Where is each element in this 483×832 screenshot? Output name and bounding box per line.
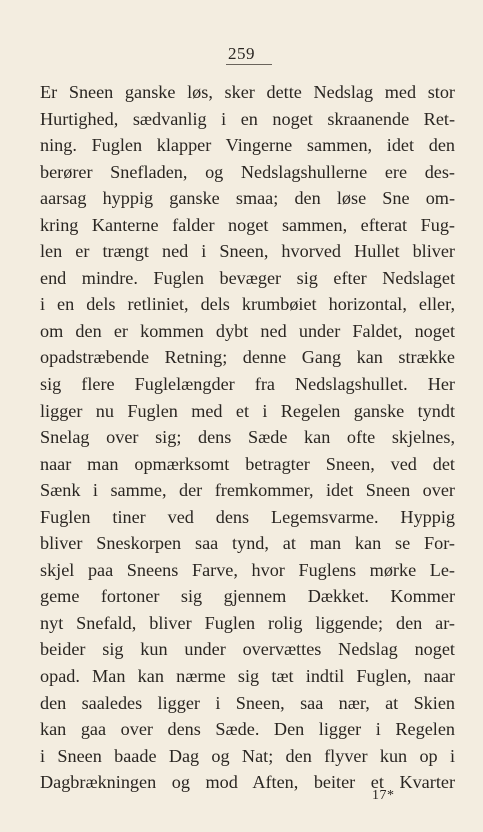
text-line: len er trængt ned i Sneen, hvorved Hullet bliver: [40, 241, 455, 262]
text-line: Er Sneen ganske løs, sker dette Nedslag med stor: [40, 82, 455, 102]
page-number: 259: [228, 44, 255, 63]
text-line: skjel paa Sneens Farve, hvor Fuglens mørke Le-: [40, 559, 455, 580]
text-line: ning. Fuglen klapper Vingerne sammen, idet den: [40, 135, 455, 156]
text-line: berører Snefladen, og Nedslagshullerne ere des-: [40, 161, 455, 182]
text-line: nyt Snefald, bliver Fuglen rolig liggende; den ar-: [40, 612, 455, 633]
text-line: kan gaa over dens Sæde. Den ligger i Regelen: [40, 719, 455, 740]
text-line: bliver Sneskorpen saa tynd, at man kan se For-: [40, 533, 455, 554]
text-line: i Sneen baade Dag og Nat; den flyver kun op i: [40, 745, 455, 766]
body-text: [40, 79, 455, 796]
text-line: end mindre. Fuglen bevæger sig efter Nedslaget: [40, 267, 455, 288]
text-line: Snelag over sig; dens Sæde kan ofte skjelnes,: [40, 427, 455, 448]
text-line: om den er kommen dybt ned under Faldet, noget: [40, 320, 455, 341]
text-line: Hurtighed, sædvanlig i en noget skraanende Ret-: [40, 108, 455, 129]
signature-mark: 17*: [372, 788, 395, 803]
page-number-underline: [226, 64, 272, 65]
text-line: opad. Man kan nærme sig tæt indtil Fuglen, naar: [40, 666, 455, 687]
text-line: opadstræbende Retning; denne Gang kan strække: [40, 347, 455, 368]
text-line: i en dels retliniet, dels krumbøiet horizontal, eller,: [40, 294, 455, 315]
text-line: aarsag hyppig ganske smaa; den løse Sne om-: [40, 188, 455, 209]
text-line: beider sig kun under overvættes Nedslag noget: [40, 639, 455, 660]
text-line: sig flere Fuglelængder fra Nedslagshullet. Her: [40, 374, 455, 395]
text-line: geme fortoner sig gjennem Dækket. Kommer: [40, 586, 455, 607]
text-line: den saaledes ligger i Sneen, saa nær, at Skien: [40, 692, 455, 713]
text-line: Sænk i samme, der fremkommer, idet Sneen over: [40, 480, 455, 501]
text-line: Dagbrækningen og mod Aften, beiter et Kvarter: [40, 772, 455, 793]
text-line: kring Kanterne falder noget sammen, efterat Fug-: [40, 214, 455, 235]
text-line: ligger nu Fuglen med et i Regelen ganske tyndt: [40, 400, 455, 421]
text-line: naar man opmærksomt betragter Sneen, ved det: [40, 453, 455, 474]
text-line: Fuglen tiner ved dens Legemsvarme. Hyppig: [40, 506, 455, 527]
